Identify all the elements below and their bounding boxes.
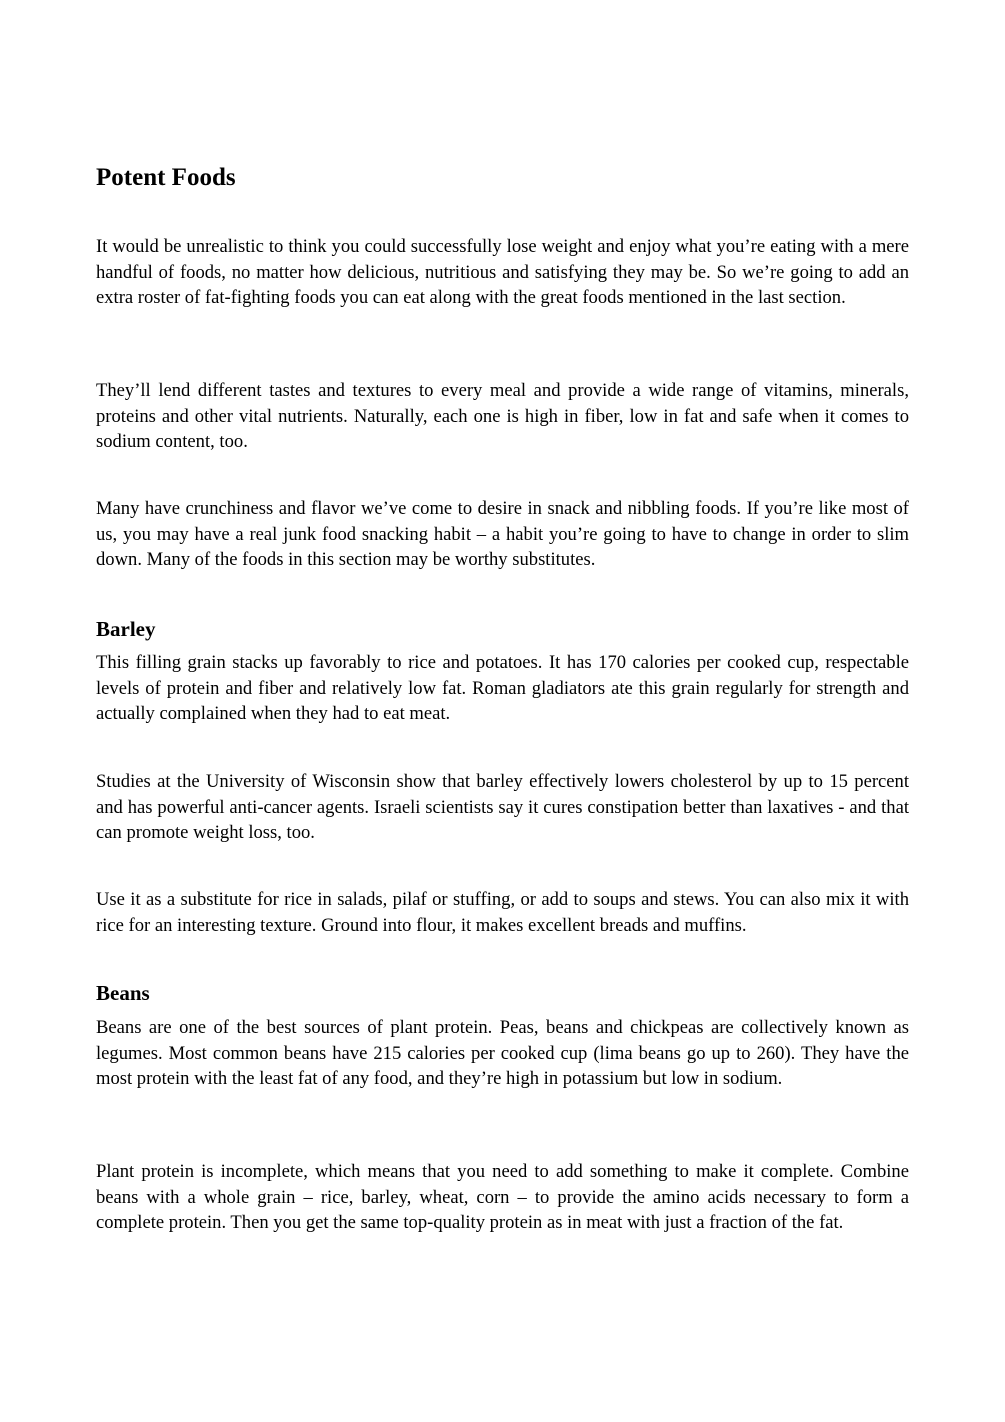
barley-paragraph-1 (96, 650, 909, 727)
paragraph: Many have crunchiness and flavor we’ve come to desire in snack and nibbling foods. If you’re like most of us, you may have a real junk food snacking habit – a habit you’re going to have to change in order to slim down. Many of the foods in this section may be worthy substitutes. (96, 498, 909, 570)
paragraph: Plant protein is incomplete, which means that you need to add something to make it complete. Combine beans with a whole grain – rice, barley, wheat, corn – to provide the amino acids necessary to form a complete protein. Then you get the same top-quality protein as in meat with just a fraction of the fat. (96, 1161, 909, 1233)
paragraph: Use it as a substitute for rice in salads, pilaf or stuffing, or add to soups and stews. You can also mix it with rice for an interesting texture. Ground into flour, it makes excellent breads and muffins. (96, 889, 909, 936)
page-title: Potent Foods (96, 164, 236, 191)
paragraph: Studies at the University of Wisconsin show that barley effectively lowers cholesterol by up to 15 percent and has powerful anti-cancer agents. Israeli scientists say it cures constipation better than laxatives - and that can promote weight loss, too. (96, 771, 909, 843)
barley-paragraph-3 (96, 887, 909, 938)
intro-paragraph-2 (96, 378, 909, 455)
beans-paragraph-2 (96, 1159, 909, 1236)
section-heading-barley: Barley (96, 617, 156, 641)
paragraph: They’ll lend different tastes and textures to every meal and provide a wide range of vitamins, minerals, proteins and other vital nutrients. Naturally, each one is high in fiber, low in fat and safe when it comes to sodium content, too. (96, 380, 909, 452)
section-heading-beans: Beans (96, 981, 150, 1005)
beans-paragraph-1 (96, 1015, 909, 1092)
intro-paragraph-1 (96, 234, 909, 311)
paragraph: It would be unrealistic to think you could successfully lose weight and enjoy what you’re eating with a mere handful of foods, no matter how delicious, nutritious and satisfying they may be. So we’re going to add an extra roster of fat-fighting foods you can eat along with the great foods mentioned in the last section. (96, 236, 909, 308)
barley-paragraph-2 (96, 769, 909, 846)
intro-paragraph-3 (96, 496, 909, 573)
paragraph: Beans are one of the best sources of plant protein. Peas, beans and chickpeas are collectively known as legumes. Most common beans have 215 calories per cooked cup (lima beans go up to 260). They have the most protein with the least fat of any food, and they’re high in potassium but low in sodium. (96, 1017, 909, 1089)
paragraph: This filling grain stacks up favorably to rice and potatoes. It has 170 calories per cooked cup, respectable levels of protein and fiber and relatively low fat. Roman gladiators ate this grain regularly for strength and actually complained when they had to eat meat. (96, 652, 909, 724)
